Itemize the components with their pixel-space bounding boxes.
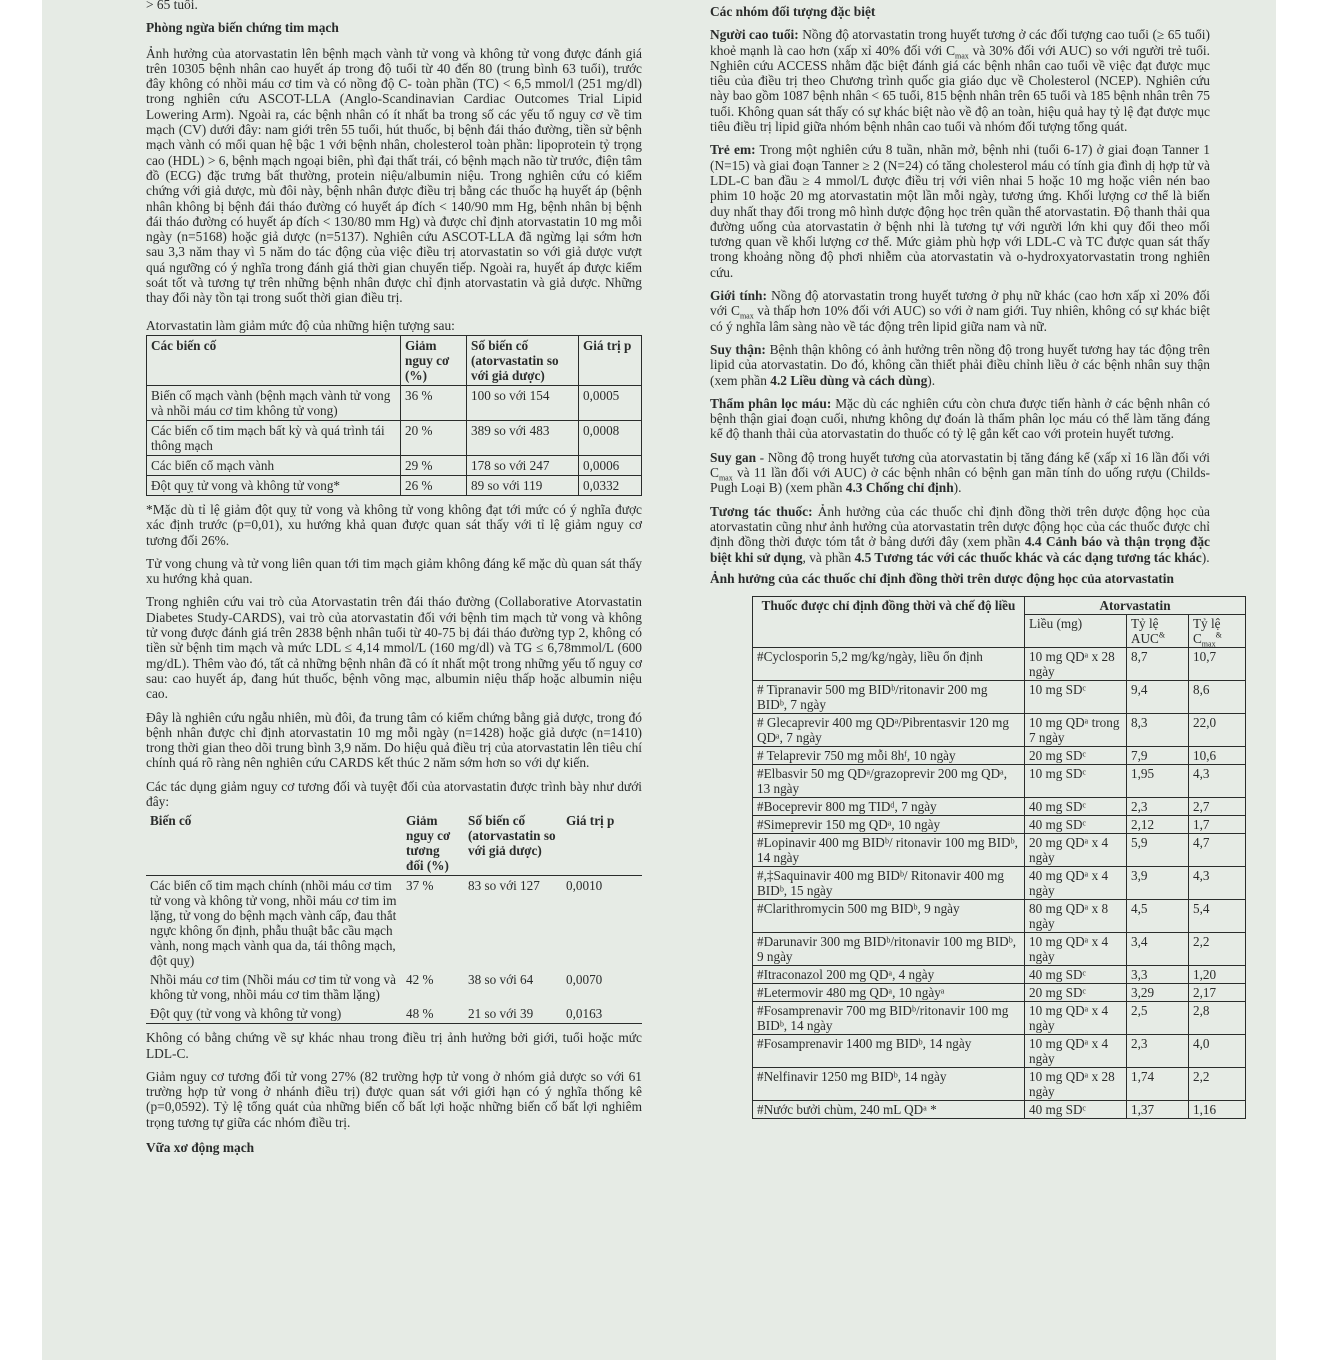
table-cell-drug: #Nước bưởi chùm, 240 mL QDᵃ * [753, 1101, 1025, 1119]
table-cell-drug: #Nelfinavir 1250 mg BIDᵇ, 14 ngày [753, 1068, 1025, 1101]
table-cell-dose: 10 mg QDᵃ x 4 ngày [1025, 1035, 1127, 1068]
table-cell: 26 % [401, 475, 467, 495]
paragraph-mortality: Tử vong chung và tử vong liên quan tới tim mạch giảm không đáng kể mặc dù quan sát thấy xu hướng khả quan. [146, 555, 642, 587]
table-cell-drug: #Darunavir 300 mg BIDᵇ/ritonavir 100 mg BIDᵇ, 9 ngày [753, 933, 1025, 966]
heading-interaction-table: Ảnh hưởng của các thuốc chỉ định đồng thời trên dược động học của atorvastatin [710, 570, 1174, 586]
table-cell-dose: 40 mg SDᶜ [1025, 1101, 1127, 1119]
table-row [753, 933, 1246, 966]
top-line: > 65 tuổi. [146, 0, 198, 12]
table-header-auc: Tỷ lệ AUC& [1127, 615, 1189, 648]
table-row [753, 1035, 1246, 1068]
table-cell: 0,0006 [579, 455, 642, 475]
table-row [753, 714, 1246, 747]
table-row [146, 876, 642, 971]
table-header-cmax: Tỷ lệ $C_{max}^{\&}$ [1189, 615, 1246, 648]
table-cell-auc: 3,29 [1127, 984, 1189, 1002]
table-header: Giảm nguy cơ (%) [401, 335, 467, 385]
table-row [753, 900, 1246, 933]
paragraph-note: *Mặc dù tỉ lệ giảm đột quỵ tử vong và không tử vong không đạt tới mức có ý nghĩa được xác định trước (p=0,01), xu hướng khả quan được quan sát thấy với tỉ lệ giảm nguy cơ tương đối 26%. [146, 501, 642, 548]
table-cell-drug: #Boceprevir 800 mg TIDᵈ, 7 ngày [753, 798, 1025, 816]
table-cell: Các biến cố tim mạch chính (nhồi máu cơ tim tử vong và không tử vong, nhồi máu cơ tim im lặng, tử vong do bệnh mạch vành cấp, đau thắt ngực không ổn định, phẫu thuật bắc cầu mạch vành, nong mạch vành qua da, tái thông mạch, đột quỵ) [150, 878, 397, 969]
table-header: Giá trị p [562, 811, 642, 876]
label-dialysis: Thẩm phân lọc máu: [710, 395, 832, 411]
table-cell-auc: 3,3 [1127, 966, 1189, 984]
table-cell-cmax: 22,0 [1189, 714, 1246, 747]
table-cell-cmax: 4,3 [1189, 867, 1246, 900]
table-row [753, 834, 1246, 867]
paragraph-ascot: Ảnh hưởng của atorvastatin lên bệnh mạch vành tử vong và không tử vong được đánh giá trên 10305 bệnh nhân cao huyết áp trong độ tuổi từ 40 đến 80 (trung bình 63 tuổi), trước đây không có nhồi máu cơ tim và có nồng độ C- toàn phần (TC) < 6,5 mmol/l (251 mg/dl) trong nghiên cứu ASCOT-LLA (Anglo-Scandinavian Cardiac Outcomes Trial Lipid Lowering Arm). Ngoài ra, các bệnh nhân có ít nhất ba trong số các yếu tố nguy cơ về tim mạch (CV) dưới đây: nam giới trên 55 tuổi, hút thuốc, bị bệnh đái tháo đường, tiền sử bệnh mạch vành có mối quan hệ bậc 1 với bệnh nhân, cholesterol toàn phần: lipoprotein tỷ trọng cao (HDL) > 6, bệnh mạch ngoại biên, phì đại thất trái, có bệnh mạch não từ trước, điện tâm đồ (ECG) đặc trưng bất thường, protein niệu/albumin niệu. Trong nghiên cứu có kiểm chứng với giả dược, mù đôi này, bệnh nhân được điều trị bằng các thuốc hạ huyết áp (bệnh nhân không bị bệnh đái tháo đường có huyết áp đích < 140/90 mm Hg, bệnh nhân bị bệnh đái tháo đường có huyết áp đích < 130/80 mm Hg) và được chỉ định atorvastatin 10 mg mỗi ngày (n=5168) hoặc giả dược (n=5137). Nghiên cứu ASCOT-LLA đã ngừng lại sớm hơn sau 3,3 năm thay vì 5 năm do tác động của việc điều trị atorvastatin so với giả dược vượt quá ngưỡng có ý nghĩa trong đánh giá thời gian chuyển tiếp. Ngoài ra, huyết áp được kiểm soát tốt và tương tự trên những bệnh nhân được chỉ định atorvastatin và giả dược. Những thay đổi này tồn tại trong suốt thời gian điều trị. [146, 45, 642, 306]
table-cell: Biến cố mạch vành (bệnh mạch vành tử vong và nhồi máu cơ tim không tử vong) [147, 385, 401, 420]
table-cell-auc: 8,3 [1127, 714, 1189, 747]
table-cell: Đột quỵ tử vong và không tử vong* [147, 475, 401, 495]
table-cell-auc: 5,9 [1127, 834, 1189, 867]
label-gender: Giới tính: [710, 288, 767, 304]
table-cell-drug: #Cyclosporin 5,2 mg/kg/ngày, liều ổn định [753, 648, 1025, 681]
table-cell-drug: # Telaprevir 750 mg mỗi 8hᶠ, 10 ngày [753, 747, 1025, 765]
table-header: Số biến cố (atorvastatin so với giả dược) [467, 335, 579, 385]
ascot-events-table [146, 335, 642, 496]
table-cell: 0,0332 [579, 475, 642, 495]
table-cell: Đột quỵ (tử vong và không tử vong) [146, 1004, 402, 1024]
table-cell-cmax: 1,7 [1189, 816, 1246, 834]
paragraph-dialysis: Thẩm phân lọc máu: Mặc dù các nghiên cứu còn chưa được tiến hành ở các bệnh nhân có bệnh thận giai đoạn cuối, nhưng không dự đoán là thẩm phân lọc máu có thể làm tăng đáng kể độ thanh thải của atorvastatin do thuốc có tỷ lệ gắn kết cao với protein huyết tương. [710, 395, 1210, 442]
table-row [753, 867, 1246, 900]
table-cell: Các biến cố mạch vành [147, 455, 401, 475]
table-cell-cmax: 4,7 [1189, 834, 1246, 867]
table-header: Các biến cố [147, 335, 401, 385]
paragraph-gender: Giới tính: Nồng độ atorvastatin trong huyết tương ở phụ nữ khác (cao hơn xấp xỉ 20% đối với $C_{max}$ và thấp hơn 10% đối với AUC) so với ở nam giới. Tuy nhiên, không có sự khác biệt có ý nghĩa lâm sàng nào về tác động trên lipid giữa nam và nữ. [710, 288, 1210, 334]
heading-special-populations: Các nhóm đối tượng đặc biệt [710, 4, 876, 19]
table-cell-dose: 20 mg QDᵃ x 4 ngày [1025, 834, 1127, 867]
label-interactions: Tương tác thuốc: [710, 503, 813, 519]
table-cell-cmax: 1,20 [1189, 966, 1246, 984]
table-cell-cmax: 2,2 [1189, 1068, 1246, 1101]
table-header-row [147, 335, 642, 385]
table-row [147, 455, 642, 475]
table-row [147, 475, 642, 495]
table-header: Giảm nguy cơ tương đối (%) [402, 811, 464, 876]
cards-events-table [146, 811, 642, 1024]
table-cell-dose: 10 mg SDᶜ [1025, 681, 1127, 714]
table-cell: 48 % [402, 1004, 464, 1024]
table-cell-dose: 10 mg QDᵃ x 28 ngày [1025, 1068, 1127, 1101]
table-cell-cmax: 10,6 [1189, 747, 1246, 765]
drug-interaction-table [752, 596, 1246, 1119]
table-cell-auc: 2,3 [1127, 798, 1189, 816]
table-cell-dose: 80 mg QDᵃ x 8 ngày [1025, 900, 1127, 933]
table-cell-drug: #,‡Saquinavir 400 mg BIDᵇ/ Ritonavir 400 mg BIDᵇ, 15 ngày [753, 867, 1025, 900]
table-cell: 0,0070 [566, 972, 603, 988]
table-cell-dose: 20 mg SDᶜ [1025, 984, 1127, 1002]
table-cell-cmax: 8,6 [1189, 681, 1246, 714]
table-cell: 0,0163 [562, 1004, 642, 1024]
table-cell-cmax: 10,7 [1189, 648, 1246, 681]
label-hepatic: Suy gan [710, 449, 757, 465]
paragraph-cards: Trong nghiên cứu vai trò của Atorvastatin trên đái tháo đường (Collaborative Atorvastatin Diabetes Study-CARDS), vai trò của atorvastatin đối với bệnh tim mạch tử vong và không tử vong được đánh giá trên 2838 bệnh nhân tuổi từ 40-75 bị đái tháo đường typ 2, không có tiền sử bệnh tim mạch và mức LDL ≤ 4,14 mmol/L (160 mg/dl) và TG ≤ 6,78mmol/L (600 mg/dL). Thêm vào đó, tất cả những bệnh nhân đã có ít nhất một trong những yếu tố nguy cơ sau: cao huyết áp, đang hút thuốc, bệnh võng mạc, albumin niệu thấp hoặc albumin niệu cao. [146, 594, 642, 702]
table-cell-auc: 8,7 [1127, 648, 1189, 681]
table-row [147, 385, 642, 420]
table-cell: 36 % [401, 385, 467, 420]
table-cell-dose: 10 mg QDᵃ x 28 ngày [1025, 648, 1127, 681]
table-cell-cmax: 5,4 [1189, 900, 1246, 933]
table-row [146, 970, 642, 1004]
table-cell-cmax: 4,3 [1189, 765, 1246, 798]
table-header: Số biến cố (atorvastatin so với giả dược) [464, 811, 562, 876]
table-header-row [753, 597, 1246, 615]
table-row [146, 1004, 642, 1024]
table-cell-auc: 4,5 [1127, 900, 1189, 933]
table-row [753, 966, 1246, 984]
table-cell: 29 % [401, 455, 467, 475]
paragraph-elderly: Người cao tuổi: Nồng độ atorvastatin trong huyết tương ở các đối tượng cao tuổi (≥ 65 tuổi) khoẻ mạnh là cao hơn (xấp xỉ 40% đối với $C_{max}$ và 30% đối với AUC) so với người trẻ tuổi. Nghiên cứu ACCESS nhằm đặc biệt đánh giá các bệnh nhân cao tuổi về việc đạt được mục tiêu của điều trị theo Chương trình quốc gia giáo dục về Cholesterol (NCEP). Nghiên cứu này bao gồm 1087 bệnh nhân < 65 tuổi, 815 bệnh nhân trên 65 tuổi và 185 bệnh nhân trên 75 tuổi. Không quan sát thấy có sự khác biệt nào về độ an toàn, hiệu quả hay tỷ lệ đạt được mục tiêu điều trị lipid giữa nhóm bệnh nhân cao tuổi và nhóm đối tượng tổng quát. [710, 27, 1210, 135]
label-renal: Suy thận: [710, 341, 766, 357]
table-cell-auc: 2,3 [1127, 1035, 1189, 1068]
table-cell-auc: 3,9 [1127, 867, 1189, 900]
table-cell: 178 so với 247 [467, 455, 579, 475]
table-cell-cmax: 2,8 [1189, 1002, 1246, 1035]
left-column [146, 0, 642, 1161]
table-cell-drug: #Itraconazol 200 mg QDᵃ, 4 ngày [753, 966, 1025, 984]
table-cell-auc: 9,4 [1127, 681, 1189, 714]
table-row [753, 984, 1246, 1002]
table-header: Biến cố [146, 811, 402, 876]
label-children: Trẻ em: [710, 142, 756, 158]
table-cell: Nhồi máu cơ tim (Nhồi máu cơ tim tử vong và không tử vong, nhồi máu cơ tim thầm lặng) [150, 972, 396, 1003]
table-cell-dose: 40 mg QDᵃ x 4 ngày [1025, 867, 1127, 900]
table-cell-auc: 2,5 [1127, 1002, 1189, 1035]
paragraph-randomized: Đây là nghiên cứu ngẫu nhiên, mù đôi, đa trung tâm có kiểm chứng bằng giả dược, trong đó bệnh nhân được chỉ định atorvastatin 10 mg mỗi ngày (n=1428) hoặc giả dược (n=1410) trong thời gian theo dõi trung bình 3,9 năm. Do hiệu quả điều trị của atorvastatin lên tiêu chí chính quá rõ ràng nên nghiên cứu CARDS kết thúc 2 năm sớm hơn so với dự kiến. [146, 709, 642, 771]
table-cell: 83 so với 127 [468, 878, 540, 894]
paragraph-no-evidence: Không có bằng chứng về sự khác nhau trong điều trị ảnh hưởng bởi giới, tuổi hoặc mức LDL-C. [146, 1030, 642, 1061]
table-cell-auc: 1,37 [1127, 1101, 1189, 1119]
table-row [753, 1101, 1246, 1119]
table-cell-cmax: 4,0 [1189, 1035, 1246, 1068]
table-header-drug: Thuốc được chỉ định đồng thời và chế độ liều [753, 597, 1025, 648]
table-row [753, 648, 1246, 681]
table-cell: 0,0005 [579, 385, 642, 420]
table-cell-dose: 10 mg QDᵃ x 4 ngày [1025, 1002, 1127, 1035]
table-cell: 89 so với 119 [467, 475, 579, 495]
table-cell-dose: 40 mg SDᶜ [1025, 966, 1127, 984]
table-cell-drug: #Fosamprenavir 1400 mg BIDᵇ, 14 ngày [753, 1035, 1025, 1068]
table-cell-dose: 20 mg SDᶜ [1025, 747, 1127, 765]
table-cell-cmax: 2,7 [1189, 798, 1246, 816]
table-cell-auc: 3,4 [1127, 933, 1189, 966]
table-row [753, 681, 1246, 714]
table-row [753, 798, 1246, 816]
table-row [753, 1068, 1246, 1101]
table-cell-drug: #Elbasvir 50 mg QDᵃ/grazoprevir 200 mg QDᵃ, 13 ngày [753, 765, 1025, 798]
paragraph-effects: Các tác dụng giảm nguy cơ tương đối và tuyệt đối của atorvastatin được trình bày như dưới đây: [146, 778, 642, 809]
paragraph-death: Giảm nguy cơ tương đối tử vong 27% (82 trường hợp tử vong ở nhóm giả dược so với 61 trường hợp tử vong ở nhánh điều trị) được quan sát với giới hạn có ý nghĩa thống kê (p=0,0592). Tỷ lệ tổng quát của những biến cố bất lợi hoặc những biến cố bất lợi nghiêm trọng tương tự giữa các nhóm điều trị. [146, 1068, 642, 1130]
table-cell: 20 % [401, 420, 467, 455]
table-cell-cmax: 2,17 [1189, 984, 1246, 1002]
table-header: Giá trị p [579, 335, 642, 385]
paragraph-children: Trẻ em: Trong một nghiên cứu 8 tuần, nhãn mở, bệnh nhi (tuổi 6-17) ở giai đoạn Tanner 1 (N=15) và giai đoạn Tanner ≥ 2 (N=24) có tăng cholesterol máu có tính gia đình dị hợp tử và LDL-C ban đầu ≥ 4 mmol/L được điều trị với viên nhai 5 hoặc 10 mg hoặc viên nén bao phim 10 hoặc 20 mg atorvastatin một lần mỗi ngày, tương ứng. Khối lượng cơ thể là biến duy nhất thay đổi trong mô hình dược động học trên quần thể atorvastatin. Độ thanh thải qua đường uống của atorvastatin ở bệnh nhi là tương tự với người lớn khi quy đổi theo mối tương quan về khối lượng cơ thể. Mức giảm phù hợp với LDL-C và TC được quan sát thấy trong khoảng nồng độ phơi nhiễm của atorvastatin và o-hydroxyatorvastatin trong nghiên cứu. [710, 142, 1211, 280]
table-cell-auc: 7,9 [1127, 747, 1189, 765]
table-cell: 100 so với 154 [467, 385, 579, 420]
table-cell-cmax: 1,16 [1189, 1101, 1246, 1119]
table-cell-auc: 1,95 [1127, 765, 1189, 798]
paragraph-interactions: Tương tác thuốc: Ảnh hưởng của các thuốc chỉ định đồng thời trên dược động học của atorvastatin cũng như ảnh hưởng của atorvastatin trên dược động học của các thuốc được chỉ định đồng thời được tóm tắt ở bảng dưới đây (xem phần 4.4 Cảnh báo và thận trọng đặc biệt khi sử dụng, và phần 4.5 Tương tác với các thuốc khác và các dạng tương tác khác). [710, 503, 1210, 565]
table-cell-auc: 1,74 [1127, 1068, 1189, 1101]
table-cell: 0,0008 [579, 420, 642, 455]
table-row [753, 816, 1246, 834]
paragraph-reduces: Atorvastatin làm giảm mức độ của những hiện tượng sau: [146, 317, 455, 333]
table-header-row [146, 811, 642, 876]
table-cell-dose: 10 mg QDᵃ x 4 ngày [1025, 933, 1127, 966]
table-cell: 0,0010 [566, 878, 603, 894]
table-cell: Các biến cố tim mạch bất kỳ và quá trình tái thông mạch [147, 420, 401, 455]
table-row [147, 420, 642, 455]
paragraph-renal: Suy thận: Bệnh thận không có ảnh hưởng trên nồng độ trong huyết tương hay tác động trên lipid của atorvastatin. Do đó, không cần thiết phải điều chỉnh liều ở các bệnh nhân suy thận (xem phần 4.2 Liều dùng và cách dùng). [710, 341, 1210, 388]
table-cell-auc: 2,12 [1127, 816, 1189, 834]
table-row [753, 1002, 1246, 1035]
table-cell: 37 % [406, 878, 434, 894]
heading-prevention: Phòng ngừa biến chứng tim mạch [146, 20, 339, 36]
table-cell-dose: 40 mg SDᶜ [1025, 798, 1127, 816]
table-cell-drug: # Glecaprevir 400 mg QDᵃ/Pibrentasvir 120 mg QDᵃ, 7 ngày [753, 714, 1025, 747]
table-cell-drug: #Lopinavir 400 mg BIDᵇ/ ritonavir 100 mg BIDᵇ, 14 ngày [753, 834, 1025, 867]
table-row [753, 765, 1246, 798]
table-cell: 21 so với 39 [464, 1004, 562, 1024]
table-cell-drug: #Fosamprenavir 700 mg BIDᵇ/ritonavir 100 mg BIDᵇ, 14 ngày [753, 1002, 1025, 1035]
table-row [753, 747, 1246, 765]
table-cell-drug: #Simeprevir 150 mg QDᵃ, 10 ngày [753, 816, 1025, 834]
table-cell: 42 % [406, 972, 434, 988]
table-cell-dose: 40 mg SDᶜ [1025, 816, 1127, 834]
table-cell-dose: 10 mg SDᶜ [1025, 765, 1127, 798]
label-elderly: Người cao tuổi: [710, 27, 799, 43]
table-cell-dose: 10 mg QDᵃ trong 7 ngày [1025, 714, 1127, 747]
right-column [710, 0, 1222, 1125]
table-cell-cmax: 2,2 [1189, 933, 1246, 966]
heading-atherosclerosis: Vữa xơ động mạch [146, 1140, 255, 1156]
table-header-atorvastatin: Atorvastatin [1025, 597, 1246, 615]
document-page [42, 0, 1276, 1360]
paragraph-hepatic: Suy gan - Nồng độ trong huyết tương của atorvastatin bị tăng đáng kể (xấp xỉ 16 lần đối với $C_{max}$ và 11 lần đối với AUC) ở các bệnh nhân có bệnh gan mãn tính do uống rượu (Childs-Pugh Loại B) (xem phần 4.3 Chống chỉ định). [710, 449, 1210, 496]
table-header-dose: Liều (mg) [1025, 615, 1127, 648]
table-cell-drug: #Letermovir 480 mg QDᵃ, 10 ngàyᵃ [753, 984, 1025, 1002]
table-cell: 389 so với 483 [467, 420, 579, 455]
table-cell-drug: #Clarithromycin 500 mg BIDᵇ, 9 ngày [753, 900, 1025, 933]
table-cell: 38 so với 64 [468, 972, 534, 988]
table-cell-drug: # Tipranavir 500 mg BIDᵇ/ritonavir 200 mg BIDᵇ, 7 ngày [753, 681, 1025, 714]
